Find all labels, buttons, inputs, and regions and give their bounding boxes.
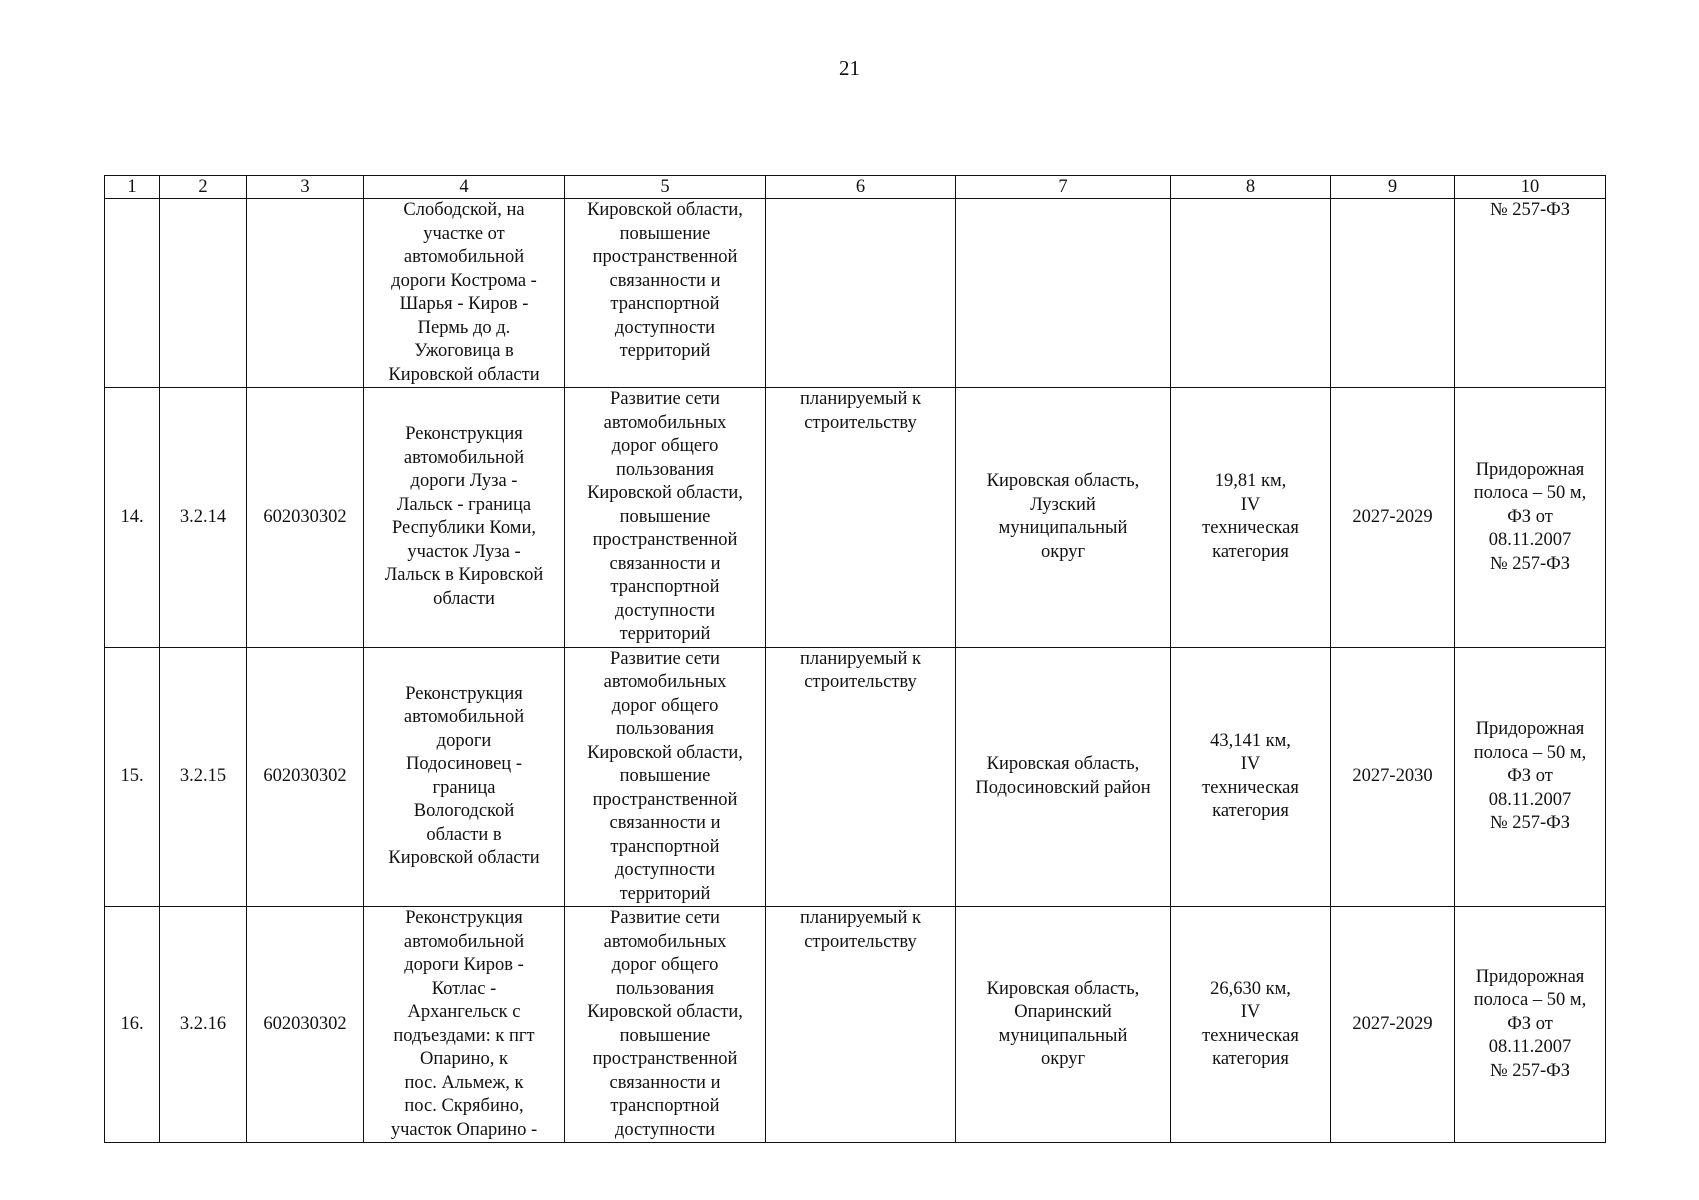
row-number: 16.	[105, 907, 160, 1143]
object-status: планируемый к строительству	[766, 907, 956, 1143]
object-location: Кировская область, Подосиновский район	[956, 647, 1171, 907]
column-number: 5	[565, 176, 766, 199]
column-number: 4	[364, 176, 565, 199]
object-characteristics: 19,81 км, IV техническая категория	[1171, 388, 1331, 648]
row-number: 15.	[105, 647, 160, 907]
implementation-period: 2027-2029	[1331, 388, 1455, 648]
column-number: 10	[1455, 176, 1606, 199]
column-number-row	[105, 176, 1606, 199]
object-characteristics: 26,630 км, IV техническая категория	[1171, 907, 1331, 1143]
column-number: 9	[1331, 176, 1455, 199]
column-number: 8	[1171, 176, 1331, 199]
oktmo-code: 602030302	[247, 647, 364, 907]
column-number: 3	[247, 176, 364, 199]
object-location	[956, 199, 1171, 388]
implementation-period: 2027-2029	[1331, 907, 1455, 1143]
table-row	[105, 907, 1606, 1143]
page-number: 21	[839, 56, 860, 80]
restriction-zone: Придорожная полоса – 50 м, ФЗ от 08.11.2007 № 257-ФЗ	[1455, 907, 1606, 1143]
row-number	[105, 199, 160, 388]
object-purpose: Развитие сети автомобильных дорог общего пользования Кировской области, повышение пространственной связанности и транспортной доступности территорий	[565, 388, 766, 648]
planned-objects-table	[104, 175, 1606, 1143]
object-code: 3.2.14	[160, 388, 247, 648]
object-location: Кировская область, Опаринский муниципальный округ	[956, 907, 1171, 1143]
object-location: Кировская область, Лузский муниципальный округ	[956, 388, 1171, 648]
object-name: Реконструкция автомобильной дороги Луза - Лальск - граница Республики Коми, участок Луза - Лальск в Кировской области	[364, 388, 565, 648]
object-name: Реконструкция автомобильной дороги Киров - Котлас - Архангельск с подъездами: к пгт Опарино, к пос. Альмеж, к пос. Скрябино, участок Опарино -	[364, 907, 565, 1143]
row-number: 14.	[105, 388, 160, 648]
object-code: 3.2.16	[160, 907, 247, 1143]
object-status	[766, 199, 956, 388]
table-row	[105, 388, 1606, 648]
object-status: планируемый к строительству	[766, 388, 956, 648]
oktmo-code	[247, 199, 364, 388]
column-number: 1	[105, 176, 160, 199]
column-number: 7	[956, 176, 1171, 199]
restriction-zone: № 257-ФЗ	[1455, 199, 1606, 388]
table-row-continuation	[105, 199, 1606, 388]
restriction-zone: Придорожная полоса – 50 м, ФЗ от 08.11.2007 № 257-ФЗ	[1455, 388, 1606, 648]
object-purpose: Кировской области, повышение пространственной связанности и транспортной доступности территорий	[565, 199, 766, 388]
table-row	[105, 647, 1606, 907]
column-number: 6	[766, 176, 956, 199]
oktmo-code: 602030302	[247, 907, 364, 1143]
implementation-period: 2027-2030	[1331, 647, 1455, 907]
object-status: планируемый к строительству	[766, 647, 956, 907]
object-code: 3.2.15	[160, 647, 247, 907]
oktmo-code: 602030302	[247, 388, 364, 648]
restriction-zone: Придорожная полоса – 50 м, ФЗ от 08.11.2007 № 257-ФЗ	[1455, 647, 1606, 907]
object-characteristics: 43,141 км, IV техническая категория	[1171, 647, 1331, 907]
object-code	[160, 199, 247, 388]
implementation-period	[1331, 199, 1455, 388]
object-purpose: Развитие сети автомобильных дорог общего пользования Кировской области, повышение пространственной связанности и транспортной доступности территорий	[565, 647, 766, 907]
object-name: Реконструкция автомобильной дороги Подосиновец - граница Вологодской области в Кировской области	[364, 647, 565, 907]
object-name: Слободской, на участке от автомобильной дороги Кострома - Шарья - Киров - Пермь до д. Ужоговица в Кировской области	[364, 199, 565, 388]
column-number: 2	[160, 176, 247, 199]
object-purpose: Развитие сети автомобильных дорог общего пользования Кировской области, повышение пространственной связанности и транспортной доступности	[565, 907, 766, 1143]
object-characteristics	[1171, 199, 1331, 388]
